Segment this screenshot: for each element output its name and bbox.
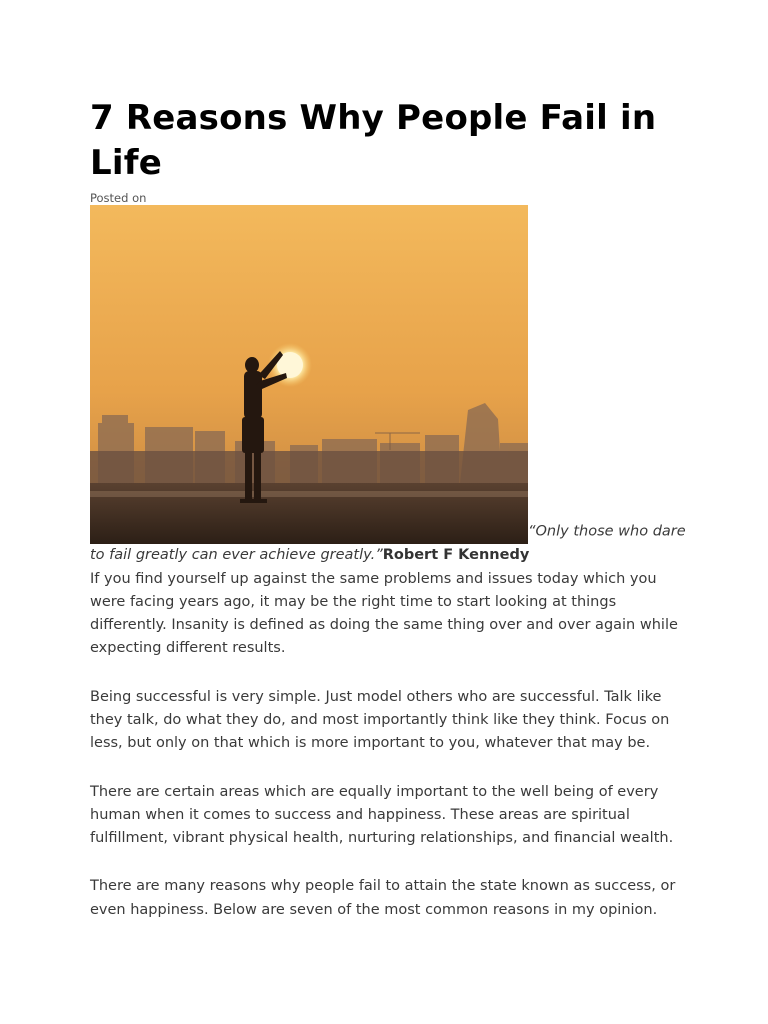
sunset-silhouette-photo — [90, 205, 528, 544]
paragraph-4: There are many reasons why people fail to attain the state known as success, or even happiness. Below are seven of the most common reasons in my opinion. — [90, 878, 676, 918]
hero-and-quote — [90, 205, 690, 568]
paragraph-3: There are certain areas which are equally important to the well being of every human when it comes to success and happiness. These areas are spiritual fulfillment, vibrant physical health, nurturing relationships, and financial wealth. — [90, 783, 674, 847]
paragraph-1: If you find yourself up against the same problems and issues today which you were facing years ago, it may be the right time to start looking at things differently. Insanity is defined as doing the same thing over and over again while expecting different results. — [90, 570, 678, 657]
quote-author: Robert F Kennedy — [382, 547, 530, 563]
quote-text: “Only those who dare to fail greatly can ever achieve greatly.” — [90, 523, 686, 563]
article — [90, 96, 690, 947]
paragraph-2: Being successful is very simple. Just model others who are successful. Talk like they talk, do what they do, and most importantly think like they think. Focus on less, but only on that which is more important to you, whatever that may be. — [90, 688, 670, 752]
page-title: 7 Reasons Why People Fail in Life — [90, 98, 657, 183]
posted-on-label: Posted on — [90, 191, 147, 205]
